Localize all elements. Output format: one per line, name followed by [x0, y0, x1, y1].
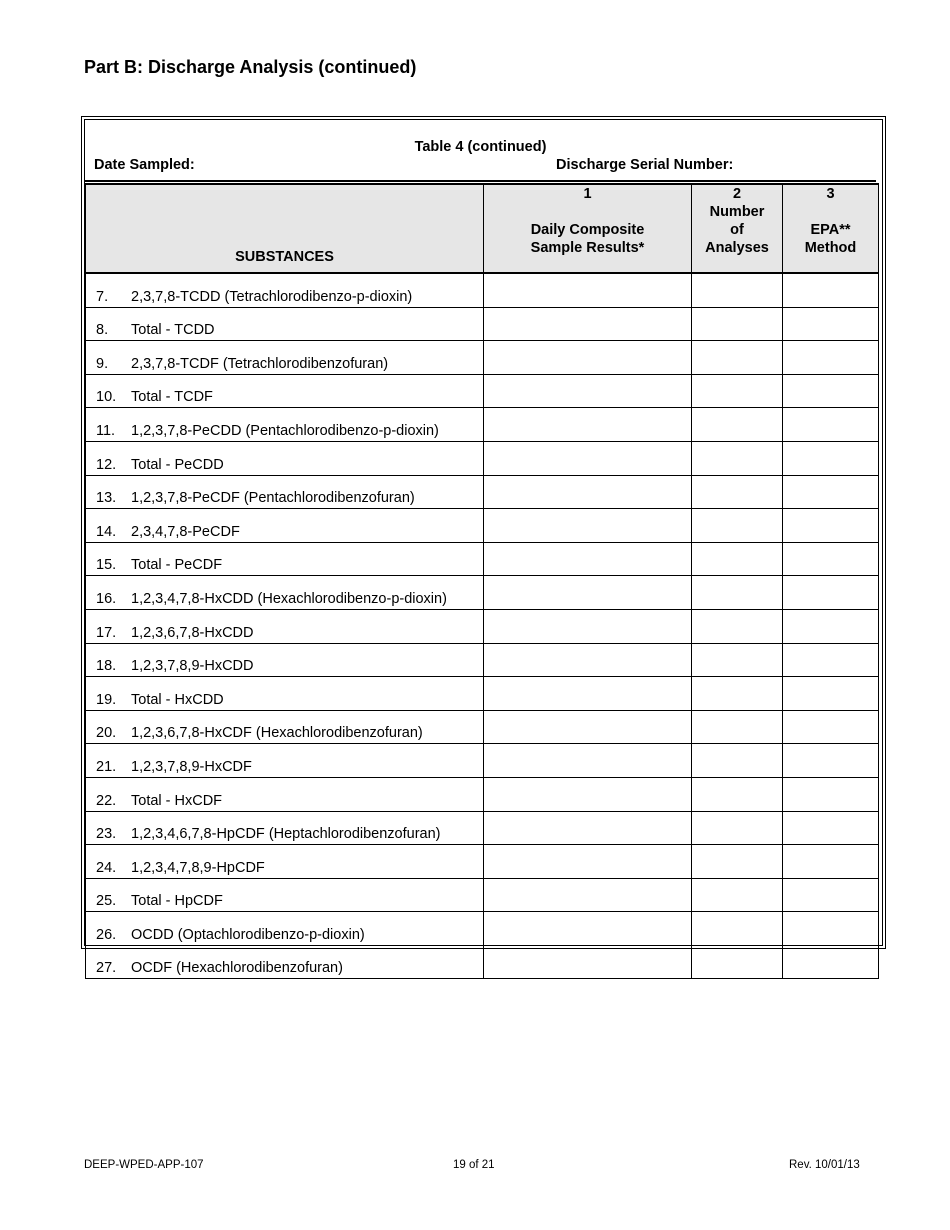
substance-cell	[86, 441, 484, 475]
substance-name: 1,2,3,6,7,8-HxCDF (Hexachlorodibenzofuran)	[131, 725, 423, 742]
daily-composite-input[interactable]	[484, 273, 692, 307]
substance-cell	[86, 542, 484, 576]
substance-number: 17.	[96, 624, 117, 641]
number-of-analyses-input[interactable]	[692, 307, 783, 341]
substance-name: OCDF (Hexachlorodibenzofuran)	[131, 960, 343, 977]
substance-number: 13.	[96, 490, 117, 507]
number-of-analyses-input[interactable]	[692, 777, 783, 811]
table-row	[86, 710, 879, 744]
header-daily-composite	[484, 184, 692, 273]
substance-number: 12.	[96, 456, 117, 473]
epa-method-input[interactable]	[783, 609, 879, 643]
substance-number: 10.	[96, 389, 117, 406]
epa-method-input[interactable]	[783, 744, 879, 778]
table-row	[86, 777, 879, 811]
number-of-analyses-input[interactable]	[692, 542, 783, 576]
epa-method-input[interactable]	[783, 945, 879, 979]
daily-composite-input[interactable]	[484, 576, 692, 610]
header-substances: SUBSTANCES	[86, 184, 484, 273]
substance-name: Total - TCDF	[131, 389, 213, 406]
table-row	[86, 643, 879, 677]
daily-composite-input[interactable]	[484, 643, 692, 677]
epa-method-input[interactable]	[783, 811, 879, 845]
substance-name: Total - HxCDF	[131, 792, 223, 809]
substance-number: 21.	[96, 758, 117, 775]
table-row	[86, 441, 879, 475]
table-row	[86, 811, 879, 845]
header-col1-number: 1	[583, 186, 592, 202]
substance-number: 19.	[96, 691, 117, 708]
header-col2-line3: Analyses	[705, 240, 769, 256]
discharge-serial-number-label: Discharge Serial Number:	[556, 157, 734, 173]
epa-method-input[interactable]	[783, 710, 879, 744]
daily-composite-input[interactable]	[484, 408, 692, 442]
substance-cell	[86, 307, 484, 341]
number-of-analyses-input[interactable]	[692, 945, 783, 979]
substance-number: 8.	[96, 322, 109, 339]
table-row	[86, 509, 879, 543]
header-col2-line1: Number	[709, 204, 765, 220]
substance-name: 1,2,3,4,6,7,8-HpCDF (Heptachlorodibenzofuran)	[131, 826, 441, 843]
daily-composite-input[interactable]	[484, 609, 692, 643]
number-of-analyses-input[interactable]	[692, 845, 783, 879]
daily-composite-input[interactable]	[484, 475, 692, 509]
substance-name: Total - TCDD	[131, 322, 215, 339]
substance-name: Total - HxCDD	[131, 691, 224, 708]
header-col2-line2: of	[730, 222, 744, 238]
substance-cell	[86, 777, 484, 811]
daily-composite-input[interactable]	[484, 341, 692, 375]
epa-method-input[interactable]	[783, 576, 879, 610]
substance-number: 23.	[96, 826, 117, 843]
header-col3-line2: Method	[804, 240, 857, 256]
substance-cell	[86, 845, 484, 879]
epa-method-input[interactable]	[783, 509, 879, 543]
table-row	[86, 408, 879, 442]
daily-composite-input[interactable]	[484, 677, 692, 711]
table-row	[86, 576, 879, 610]
epa-method-input[interactable]	[783, 542, 879, 576]
number-of-analyses-input[interactable]	[692, 912, 783, 946]
substance-number: 22.	[96, 792, 117, 809]
substance-number: 14.	[96, 523, 117, 540]
number-of-analyses-input[interactable]	[692, 475, 783, 509]
substance-number: 16.	[96, 590, 117, 607]
table-row	[86, 912, 879, 946]
substance-name: 1,2,3,7,8-PeCDD (Pentachlorodibenzo-p-dioxin)	[131, 422, 439, 439]
table-title-band	[85, 120, 876, 182]
number-of-analyses-input[interactable]	[692, 576, 783, 610]
table-row	[86, 542, 879, 576]
epa-method-input[interactable]	[783, 878, 879, 912]
epa-method-input[interactable]	[783, 341, 879, 375]
number-of-analyses-input[interactable]	[692, 811, 783, 845]
epa-method-input[interactable]	[783, 845, 879, 879]
number-of-analyses-input[interactable]	[692, 744, 783, 778]
table-row	[86, 374, 879, 408]
table-row	[86, 475, 879, 509]
header-col1-line2: Sample Results*	[530, 240, 645, 256]
daily-composite-input[interactable]	[484, 542, 692, 576]
epa-method-input[interactable]	[783, 408, 879, 442]
substance-number: 25.	[96, 893, 117, 910]
substance-cell	[86, 509, 484, 543]
substance-name: 2,3,7,8-TCDF (Tetrachlorodibenzofuran)	[131, 355, 389, 372]
footer-doc-id: DEEP-WPED-APP-107	[84, 1159, 204, 1171]
page-title: Part B: Discharge Analysis (continued)	[84, 57, 417, 77]
table-row	[86, 945, 879, 979]
substance-name: OCDD (Optachlorodibenzo-p-dioxin)	[131, 926, 365, 943]
substance-name: 2,3,7,8-TCDD (Tetrachlorodibenzo-p-dioxin)	[131, 288, 413, 305]
number-of-analyses-input[interactable]	[692, 878, 783, 912]
substances-table	[85, 183, 879, 979]
epa-method-input[interactable]	[783, 374, 879, 408]
substance-name: 1,2,3,7,8,9-HxCDD	[131, 658, 254, 675]
daily-composite-input[interactable]	[484, 811, 692, 845]
daily-composite-input[interactable]	[484, 307, 692, 341]
table-title: Table 4 (continued)	[414, 139, 547, 155]
daily-composite-input[interactable]	[484, 777, 692, 811]
footer-revision: Rev. 10/01/13	[789, 1159, 860, 1171]
substance-cell	[86, 677, 484, 711]
table-row	[86, 845, 879, 879]
table-row	[86, 744, 879, 778]
daily-composite-input[interactable]	[484, 441, 692, 475]
epa-method-input[interactable]	[783, 777, 879, 811]
substance-cell	[86, 945, 484, 979]
substance-number: 18.	[96, 658, 117, 675]
epa-method-input[interactable]	[783, 677, 879, 711]
substance-cell	[86, 273, 484, 307]
substance-cell	[86, 374, 484, 408]
header-col3-line1: EPA**	[810, 222, 851, 238]
substance-cell	[86, 609, 484, 643]
substance-number: 15.	[96, 557, 117, 574]
substance-name: 1,2,3,4,7,8,9-HpCDF	[131, 859, 265, 876]
substance-cell	[86, 811, 484, 845]
substance-cell	[86, 408, 484, 442]
daily-composite-input[interactable]	[484, 845, 692, 879]
table-row	[86, 609, 879, 643]
epa-method-input[interactable]	[783, 273, 879, 307]
substance-cell	[86, 710, 484, 744]
substance-cell	[86, 475, 484, 509]
number-of-analyses-input[interactable]	[692, 374, 783, 408]
number-of-analyses-input[interactable]	[692, 408, 783, 442]
epa-method-input[interactable]	[783, 441, 879, 475]
date-sampled-label: Date Sampled:	[94, 157, 195, 173]
header-col1-line1: Daily Composite	[530, 222, 645, 238]
substance-number: 11.	[96, 422, 116, 439]
substance-name: 1,2,3,4,7,8-HxCDD (Hexachlorodibenzo-p-dioxin)	[131, 590, 447, 607]
substance-cell	[86, 744, 484, 778]
daily-composite-input[interactable]	[484, 744, 692, 778]
number-of-analyses-input[interactable]	[692, 273, 783, 307]
header-col2-number: 2	[732, 186, 742, 202]
substance-cell	[86, 912, 484, 946]
epa-method-input[interactable]	[783, 643, 879, 677]
table-row	[86, 878, 879, 912]
number-of-analyses-input[interactable]	[692, 509, 783, 543]
epa-method-input[interactable]	[783, 475, 879, 509]
substance-name: 1,2,3,7,8,9-HxCDF	[131, 758, 252, 775]
number-of-analyses-input[interactable]	[692, 609, 783, 643]
table-row	[86, 677, 879, 711]
substance-name: Total - PeCDF	[131, 557, 223, 574]
header-col3-number: 3	[826, 186, 835, 202]
substance-number: 7.	[96, 288, 109, 305]
substance-name: Total - PeCDD	[131, 456, 224, 473]
header-row	[86, 184, 879, 273]
header-number-of-analyses	[692, 184, 783, 273]
substance-cell	[86, 341, 484, 375]
daily-composite-input[interactable]	[484, 374, 692, 408]
substance-name: 1,2,3,7,8-PeCDF (Pentachlorodibenzofuran)	[131, 490, 415, 507]
table-row	[86, 341, 879, 375]
footer-page-number: 19 of 21	[453, 1159, 495, 1171]
header-epa-method	[783, 184, 879, 273]
substance-cell	[86, 576, 484, 610]
number-of-analyses-input[interactable]	[692, 441, 783, 475]
substance-number: 9.	[96, 355, 109, 372]
substance-number: 24.	[96, 859, 117, 876]
number-of-analyses-input[interactable]	[692, 677, 783, 711]
number-of-analyses-input[interactable]	[692, 710, 783, 744]
substance-cell	[86, 878, 484, 912]
substance-number: 27.	[96, 960, 117, 977]
substance-name: Total - HpCDF	[131, 893, 223, 910]
substance-name: 2,3,4,7,8-PeCDF	[131, 523, 240, 540]
epa-method-input[interactable]	[783, 307, 879, 341]
substance-number: 20.	[96, 725, 117, 742]
epa-method-input[interactable]	[783, 912, 879, 946]
substance-name: 1,2,3,6,7,8-HxCDD	[131, 624, 254, 641]
table-row	[86, 273, 879, 307]
number-of-analyses-input[interactable]	[692, 643, 783, 677]
daily-composite-input[interactable]	[484, 710, 692, 744]
daily-composite-input[interactable]	[484, 945, 692, 979]
daily-composite-input[interactable]	[484, 878, 692, 912]
substance-cell	[86, 643, 484, 677]
table-row	[86, 307, 879, 341]
daily-composite-input[interactable]	[484, 912, 692, 946]
substance-number: 26.	[96, 926, 117, 943]
daily-composite-input[interactable]	[484, 509, 692, 543]
number-of-analyses-input[interactable]	[692, 341, 783, 375]
